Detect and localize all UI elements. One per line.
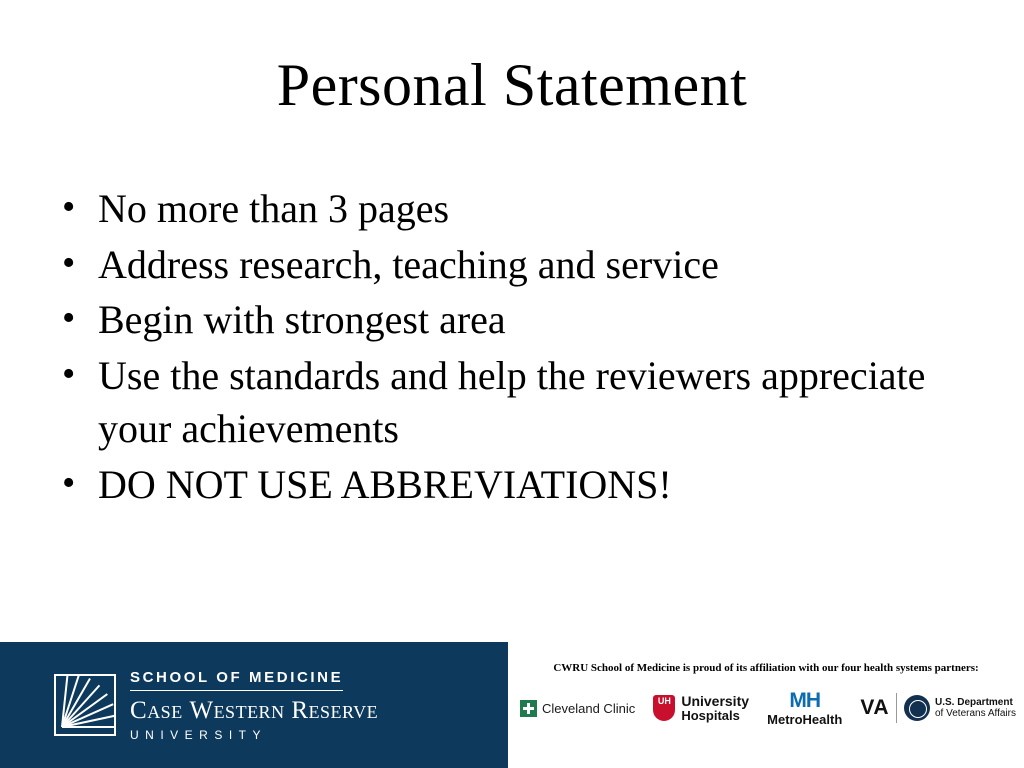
partner-va — [860, 693, 1016, 723]
list-item — [52, 238, 972, 292]
list-item-text: DO NOT USE ABBREVIATIONS! — [98, 461, 672, 507]
divider — [896, 693, 897, 723]
va-department-label — [935, 697, 1016, 720]
partner-label-line2: Hospitals — [681, 707, 740, 723]
va-label: VA — [860, 696, 889, 719]
va-department-line1: U.S. Department — [935, 696, 1013, 708]
uh-shield-icon: UH — [653, 695, 675, 721]
list-item — [52, 349, 972, 456]
cleveland-clinic-cross-icon — [520, 700, 537, 717]
list-item — [52, 293, 972, 347]
partner-label: Cleveland Clinic — [542, 700, 636, 716]
bullet-marker: • — [62, 186, 76, 228]
partner-label: MetroHealth — [767, 712, 843, 727]
va-seal-icon — [904, 695, 930, 721]
list-item — [52, 458, 972, 512]
list-item — [52, 182, 972, 236]
name-reserve-eserve: ESERVE — [308, 701, 379, 722]
partner-label — [681, 694, 749, 722]
bullet-marker: • — [62, 461, 76, 504]
name-reserve-r: R — [291, 696, 309, 724]
footer-partners-panel — [508, 642, 1024, 768]
list-item-text: Use the standards and help the reviewers appreciate your achievements — [98, 352, 926, 452]
list-item-text: No more than 3 pages — [98, 186, 450, 231]
partner-university-hospitals — [653, 694, 749, 722]
slide-footer — [0, 642, 1024, 768]
cwru-wordmark — [130, 669, 378, 742]
school-of-medicine-label: SCHOOL OF MEDICINE — [130, 669, 343, 691]
bullet-marker: • — [62, 297, 76, 340]
cwru-logo — [0, 669, 378, 742]
partner-label-line1: University — [681, 692, 750, 709]
metrohealth-m-icon: MH — [789, 689, 821, 712]
name-western-estern: ESTERN — [213, 701, 285, 722]
case-western-reserve-label — [130, 697, 378, 725]
name-western-w: W — [189, 696, 214, 724]
list-item-text: Begin with strongest area — [98, 297, 506, 343]
bullet-marker: • — [62, 241, 76, 284]
bullet-list — [52, 182, 972, 514]
page-title: Personal Statement — [276, 52, 748, 118]
partner-metrohealth — [767, 690, 842, 726]
university-label: UNIVERSITY — [130, 727, 268, 742]
va-department-line2: of Veterans Affairs — [935, 708, 1016, 719]
partner-cleveland-clinic — [520, 700, 635, 717]
partners-row — [520, 690, 1016, 726]
footer-brand-panel — [0, 642, 508, 768]
bullet-marker: • — [62, 352, 76, 395]
partners-caption: CWRU School of Medicine is proud of its affiliation with our four health systems partners: — [553, 662, 979, 674]
name-case-c: C — [130, 696, 148, 724]
list-item-text: Address research, teaching and service — [98, 241, 719, 287]
cwru-sunburst-icon — [54, 674, 116, 736]
name-case-ase: ASE — [147, 701, 183, 722]
